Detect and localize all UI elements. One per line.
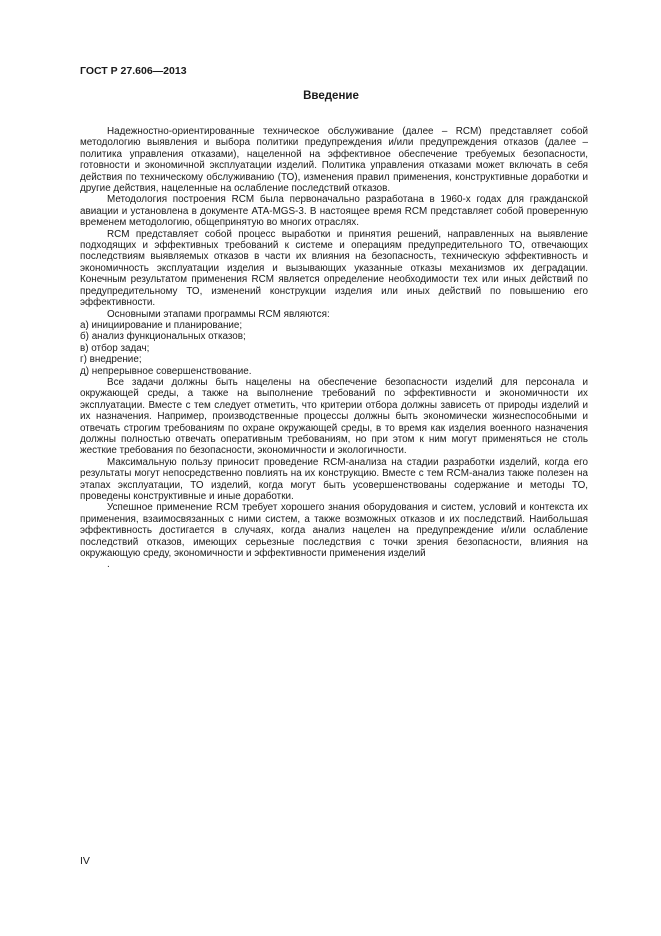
document-header: ГОСТ Р 27.606—2013 xyxy=(80,65,187,77)
page-number: IV xyxy=(80,855,90,867)
page-title: Введение xyxy=(303,90,359,102)
paragraph-rcm-definition: Надежностно-ориентированные техническое обслуживание (далее – RCM) представляет собой методологию выявления и выбора политики предупреждения и/или предупреждения отказов (далее – политика управления отказами), нацеленной на эффективное обеспечение требуемых безопасности, готовности и экономичной эксплуатации изделий. Политика управления отказами может включать в себя действия по техническому обслуживанию (ТО), изменения правил применения, конструктивные доработки и другие действия, нацеленные на ослабление последствий отказов. xyxy=(80,126,588,195)
paragraph-tasks-safety: Все задачи должны быть нацелены на обеспечение безопасности изделий для персонала и окружающей среды, а также на выполнение требований по эффективности и экономичности их эксплуатации. Вместе с тем следует отметить, что критерии отбора должны зависеть от природы изделий и их назначения. Например, производственные процессы должны быть экономически жизнеспособными и отвечать строгим требованиям по охране окружающей среды, в то время как изделия военного назначения должны полностью отвечать оперативным требованиям, но при этом к ним могут применяться не столь жесткие требования по безопасности, экономичности и экологичности. xyxy=(80,376,588,457)
paragraph-rcm-stages-intro: Основными этапами программы RCM являются: xyxy=(107,308,330,320)
list-item: г) внедрение; xyxy=(80,354,142,366)
list-item: в) отбор задач; xyxy=(80,342,150,354)
paragraph-successful-application: Успешное применение RCM требует хорошего знания оборудования и систем, условий и контекста их применения, взаимосвязанных с ними систем, а также возможных отказов и их последствий. Наибольшая эффективность достигается в случаях, когда анализ нацелен на предупреждение и/или ослабление последствий отказов, имеющих серьезные последствия с точки зрения безопасности, влияния на окружающую среду, экономичности и эффективности применения изделий xyxy=(80,502,588,560)
list-item: а) инициирование и планирование; xyxy=(80,319,243,331)
document-body xyxy=(80,126,588,571)
paragraph-rcm-process: RCM представляет собой процесс выработки и принятия решений, направленных на выявление подходящих и эффективных требований к системе и операциям предупредительного ТО, отвечающих последствиям выявляемых отказов в части их влияния на безопасность, техническую эффективность и экономичность эксплуатации изделия и вызывающих указанные отказы механизмов их деградации. Конечным результатом применения RCM является определение необходимости тех или иных действий по предупредительному ТО, изменений конструкции изделия или иных действий по повышению его эффективности. xyxy=(80,228,588,309)
list-item: б) анализ функциональных отказов; xyxy=(80,331,246,343)
trailing-dot: . xyxy=(107,559,110,571)
paragraph-max-benefit: Максимальную пользу приносит проведение RCM-анализа на стадии разработки изделий, когда его результаты могут непосредственно повлиять на их конструкцию. Вместе с тем RCM-анализ также полезен на этапах эксплуатации, ТО изделий, когда могут быть усовершенствованы содержание и методы ТО, проведены конструктивные и иные доработки. xyxy=(80,456,588,502)
list-item: д) непрерывное совершенствование. xyxy=(80,365,252,377)
paragraph-rcm-history: Методология построения RCM была первоначально разработана в 1960-х годах для гражданской авиации и установлена в документе ATA-MGS-3. В настоящее время RCM представляет собой проверенную временем методологию, общепринятую во многих отраслях. xyxy=(80,194,588,229)
